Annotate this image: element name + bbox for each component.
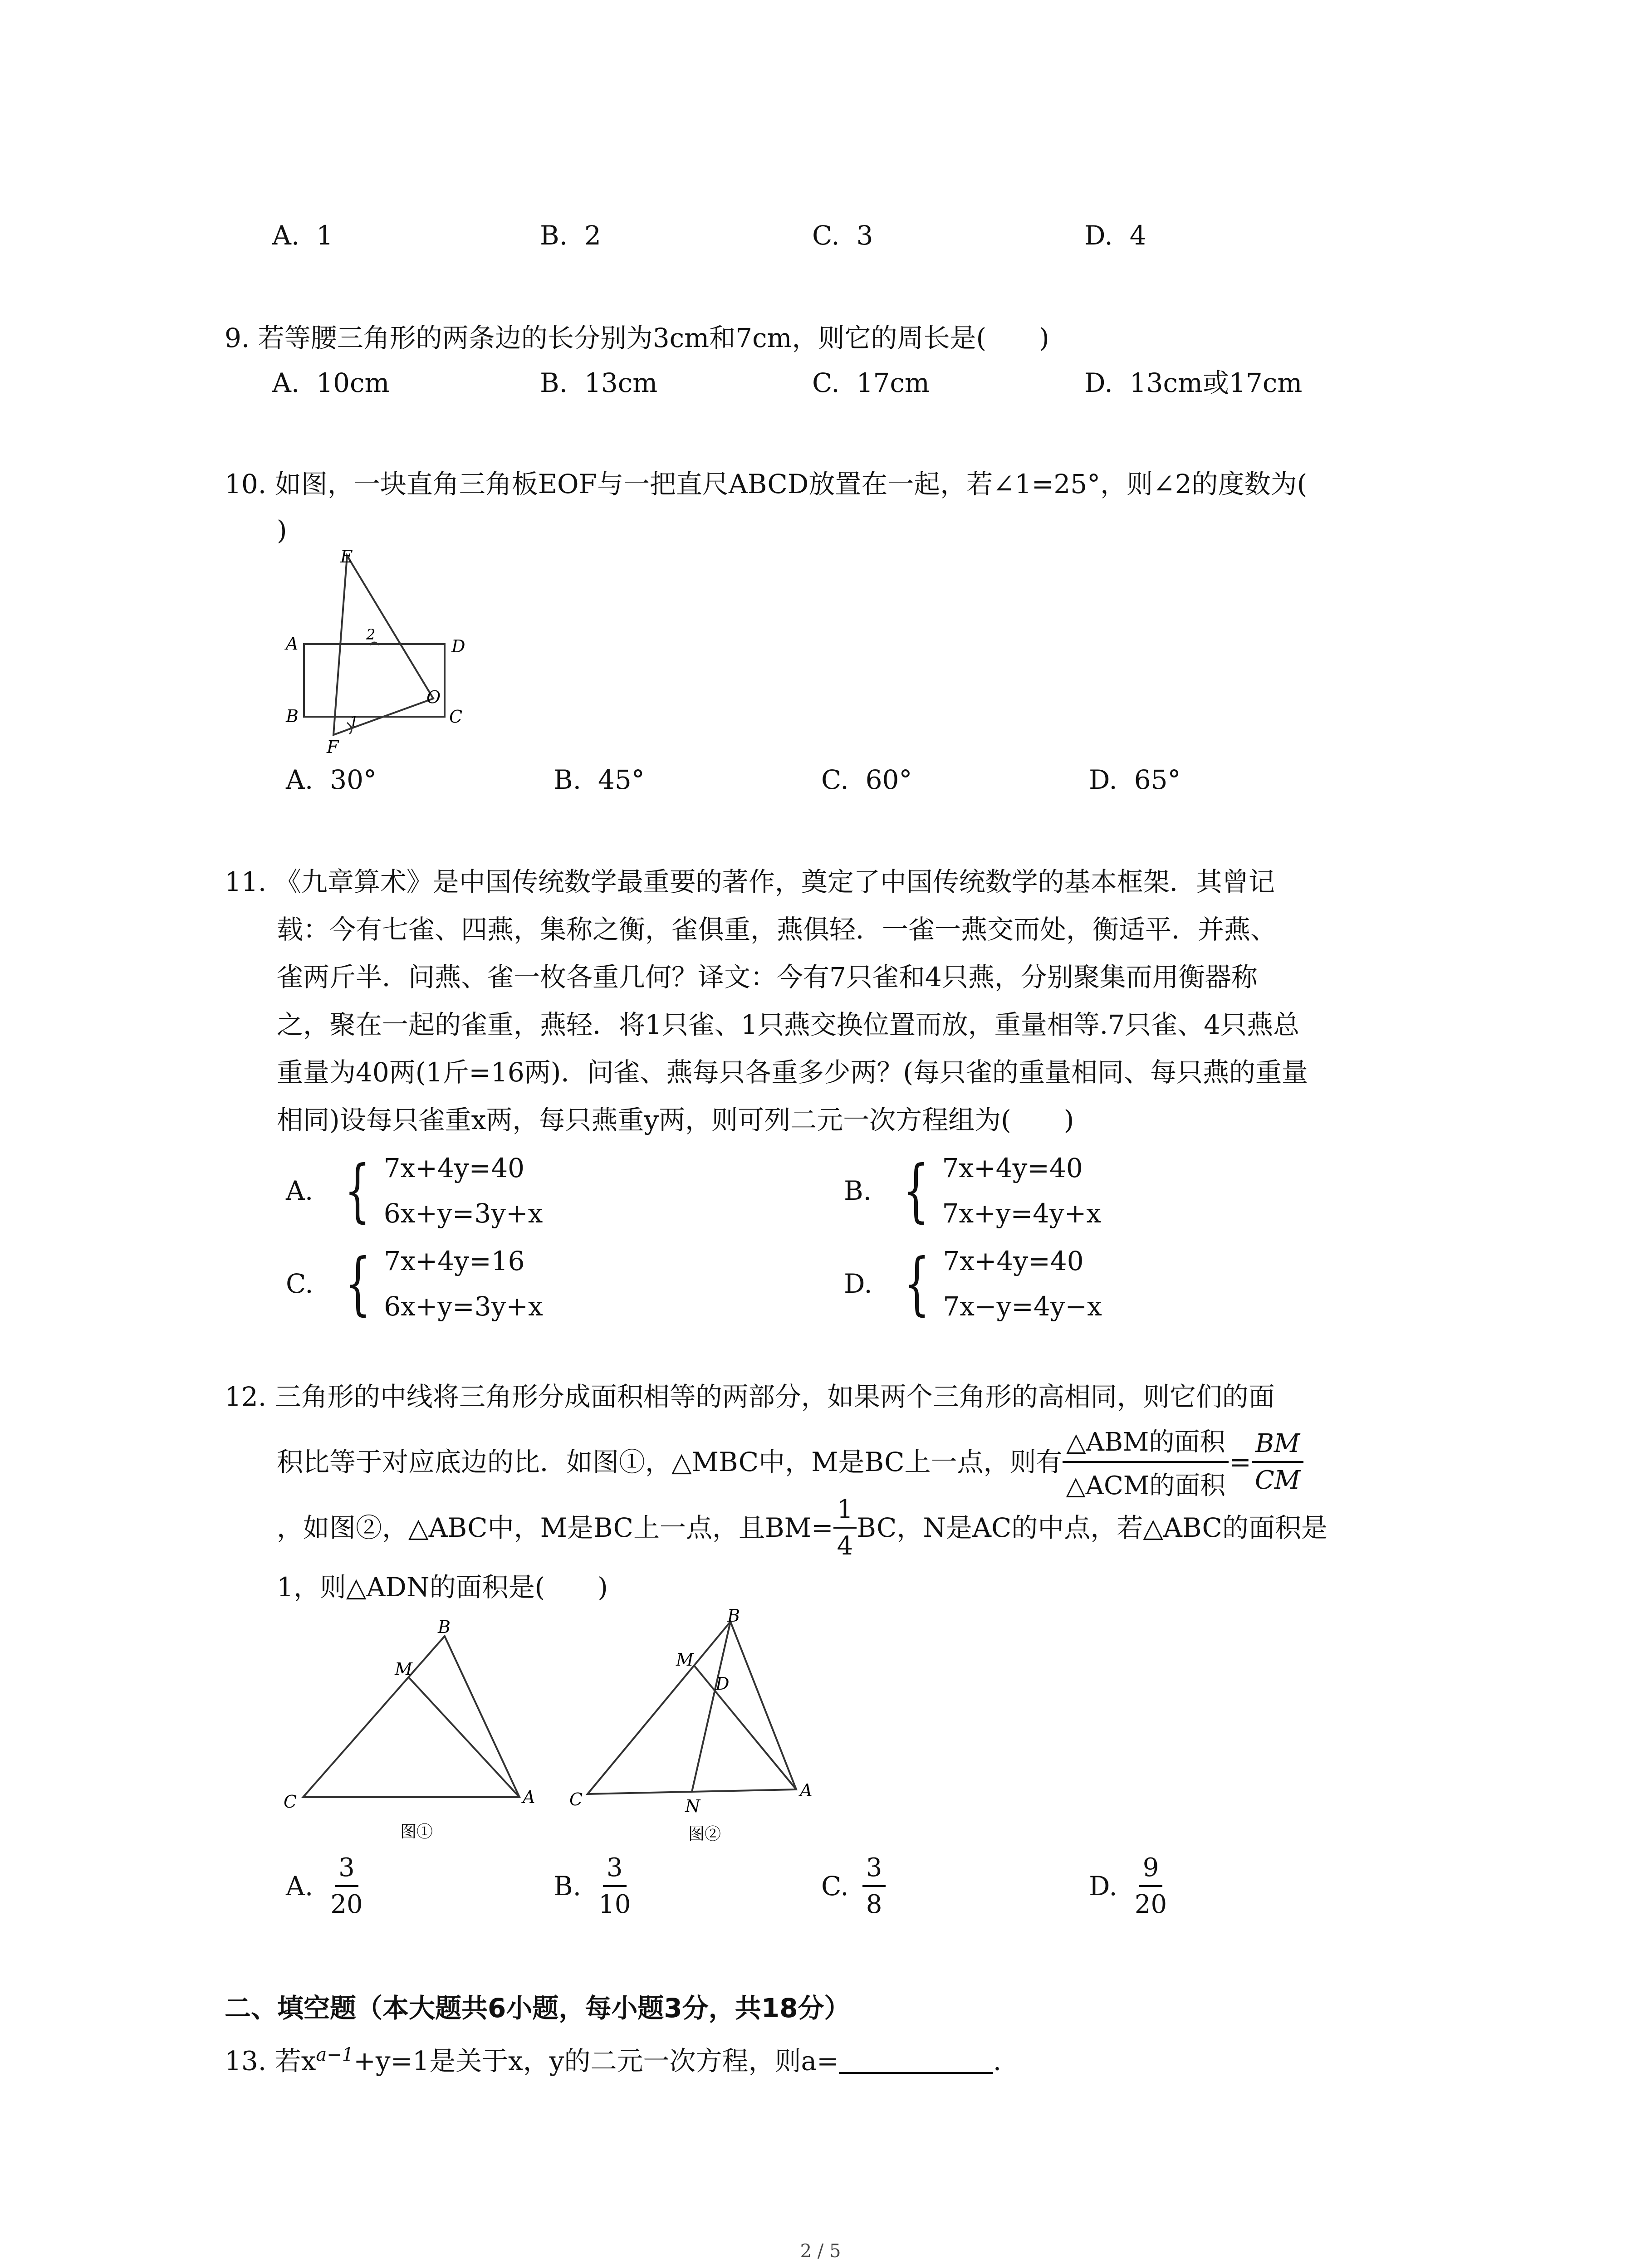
label-m: M (676, 1650, 694, 1670)
brace: { (903, 1244, 930, 1323)
option-fraction: $\frac{3}{20}$ (330, 1853, 363, 1919)
one-quarter-fraction: $\frac{1}{4}$ (833, 1495, 857, 1561)
option-fraction: $\frac{3}{10}$ (598, 1853, 631, 1919)
label-a: A (523, 1787, 535, 1807)
label-b: B (438, 1617, 451, 1637)
q11-option-a[interactable]: A. { 7x+4y=40 6x+y=3y+x (286, 1145, 543, 1236)
q9-option-a[interactable]: A. 10cm (272, 367, 390, 398)
brace: { (344, 1244, 371, 1323)
brace: { (344, 1151, 371, 1230)
q12-option-d[interactable]: D. $\frac{9}{20}$ (1089, 1853, 1171, 1919)
label-o: O (426, 687, 441, 707)
q13-stem: 13. 若$x^{a-1}+y=1$是关于x，y的二元一次方程，则a= . (225, 2044, 1002, 2077)
q10-option-d[interactable]: D. 65° (1089, 764, 1181, 795)
q11-line-1: 11. 《九章算术》是中国传统数学最重要的著作，奠定了中国传统数学的基本框架．其曾记 (225, 866, 1275, 897)
q11-line-3: 雀两斤半．问燕、雀一枚各重几何？译文：今有7只雀和4只燕，分别聚集而用衡器称 (277, 962, 1258, 992)
page-number: 2 / 5 (800, 2241, 841, 2262)
equation-system: 7x+4y=40 7x+y=4y+x (942, 1153, 1102, 1229)
label-angle-2: 2 (366, 626, 376, 643)
area-ratio-fraction: $\frac{\text{△ABM的面积}}{\text{△ACM的面积}}$ (1063, 1422, 1230, 1502)
q11-line-6: 相同)设每只雀重x两，每只燕重y两，则可列二元一次方程组为( ) (277, 1105, 1074, 1135)
q11-option-d[interactable]: D. { 7x+4y=40 7x−y=4y−x (844, 1238, 1102, 1329)
q12-line-3: ，如图②，△ABC中，M是BC上一点，且BM= $\frac{1}{4}$ BC，N是AC的中点，若△ABC的面积是 (277, 1495, 1327, 1561)
q11-line-4: 之，聚在一起的雀重，燕轻．将1只雀、1只燕交换位置而放，重量相等.7只雀、4只燕总 (277, 1009, 1300, 1040)
q12-figure-1 (281, 1613, 535, 1848)
label-angle-1: 1 (349, 713, 359, 730)
label-m: M (395, 1659, 412, 1679)
answer-blank[interactable] (839, 2048, 993, 2074)
label-e: E (340, 549, 353, 567)
q12-option-c[interactable]: C. $\frac{3}{8}$ (821, 1853, 886, 1919)
q11-line-5: 重量为40两(1斤=16两)．问雀、燕每只各重多少两？(每只雀的重量相同、每只燕的重量 (277, 1057, 1308, 1088)
section-heading: 二、填空题（本大题共6小题，每小题3分，共18分） (225, 1993, 851, 2024)
q12-line-1: 12. 三角形的中线将三角形分成面积相等的两部分，如果两个三角形的高相同，则它们的面 (225, 1381, 1275, 1412)
label-n: N (685, 1796, 700, 1816)
label-a: A (286, 634, 299, 654)
triangle-eof (333, 556, 433, 735)
label-d: D (451, 636, 465, 656)
q10-figure (277, 549, 504, 758)
q11-option-c[interactable]: C. { 7x+4y=16 6x+y=3y+x (286, 1238, 543, 1329)
equation-system: 7x+4y=40 7x−y=4y−x (943, 1246, 1102, 1322)
equation-system: 7x+4y=40 6x+y=3y+x (383, 1153, 543, 1229)
option-fraction: $\frac{9}{20}$ (1134, 1853, 1167, 1919)
q10-stem-line1: 10. 如图，一块直角三角板EOF与一把直尺ABCD放置在一起，若∠1=25°，则∠2的度数为( (225, 469, 1308, 499)
segment-am (694, 1666, 796, 1789)
q9-stem: 9. 若等腰三角形的两条边的长分别为3cm和7cm，则它的周长是( ) (225, 323, 1049, 353)
base-ratio-fraction: $\frac{BM}{CM}$ (1251, 1429, 1304, 1495)
q11-option-b[interactable]: B. { 7x+4y=40 7x+y=4y+x (844, 1145, 1101, 1236)
q12-option-b[interactable]: B. $\frac{3}{10}$ (554, 1853, 634, 1919)
q9-option-d[interactable]: D. 13cm或17cm (1084, 367, 1303, 398)
label-c: C (284, 1792, 297, 1812)
q12-figure-2 (569, 1606, 823, 1851)
q12-line-2: 积比等于对应底边的比．如图①，△MBC中，M是BC上一点，则有 $\frac{\text{△ABM的面积}}{\text{△ACM的面积}}$ = $\frac{BM}{CM}$ (277, 1422, 1304, 1502)
q10-option-b[interactable]: B. 45° (554, 764, 645, 795)
figure-2-caption: 图② (688, 1825, 721, 1843)
q9-option-b[interactable]: B. 13cm (540, 367, 658, 398)
q10-stem-line2: ) (277, 515, 287, 546)
q11-line-2: 载：今有七雀、四燕，集称之衡，雀俱重，燕俱轻．一雀一燕交而处，衡适平．并燕、 (277, 914, 1277, 945)
q8-option-c[interactable]: C. 3 (812, 220, 873, 251)
q8-option-a[interactable]: A. 1 (272, 220, 333, 251)
q8-option-b[interactable]: B. 2 (540, 220, 601, 251)
label-b: B (727, 1606, 740, 1626)
q10-option-c[interactable]: C. 60° (821, 764, 912, 795)
q10-option-a[interactable]: A. 30° (286, 764, 377, 795)
ruler-abcd (304, 644, 445, 717)
label-f: F (327, 737, 339, 757)
segment-bn (692, 1622, 730, 1792)
label-d: D (715, 1674, 730, 1694)
label-c: C (449, 707, 463, 727)
q8-option-d[interactable]: D. 4 (1084, 220, 1146, 251)
label-c: C (569, 1789, 583, 1809)
brace: { (903, 1151, 929, 1230)
segment-am (408, 1677, 519, 1797)
label-b: B (286, 706, 299, 726)
q9-option-c[interactable]: C. 17cm (812, 367, 930, 398)
figure-1-caption: 图① (400, 1823, 433, 1841)
q12-option-a[interactable]: A. $\frac{3}{20}$ (286, 1853, 367, 1919)
label-a: A (800, 1780, 813, 1800)
option-fraction: $\frac{3}{8}$ (862, 1853, 886, 1919)
equation-system: 7x+4y=16 6x+y=3y+x (384, 1246, 543, 1322)
q12-line-4: 1，则△ADN的面积是( ) (277, 1572, 608, 1603)
triangle-abc (588, 1622, 796, 1794)
